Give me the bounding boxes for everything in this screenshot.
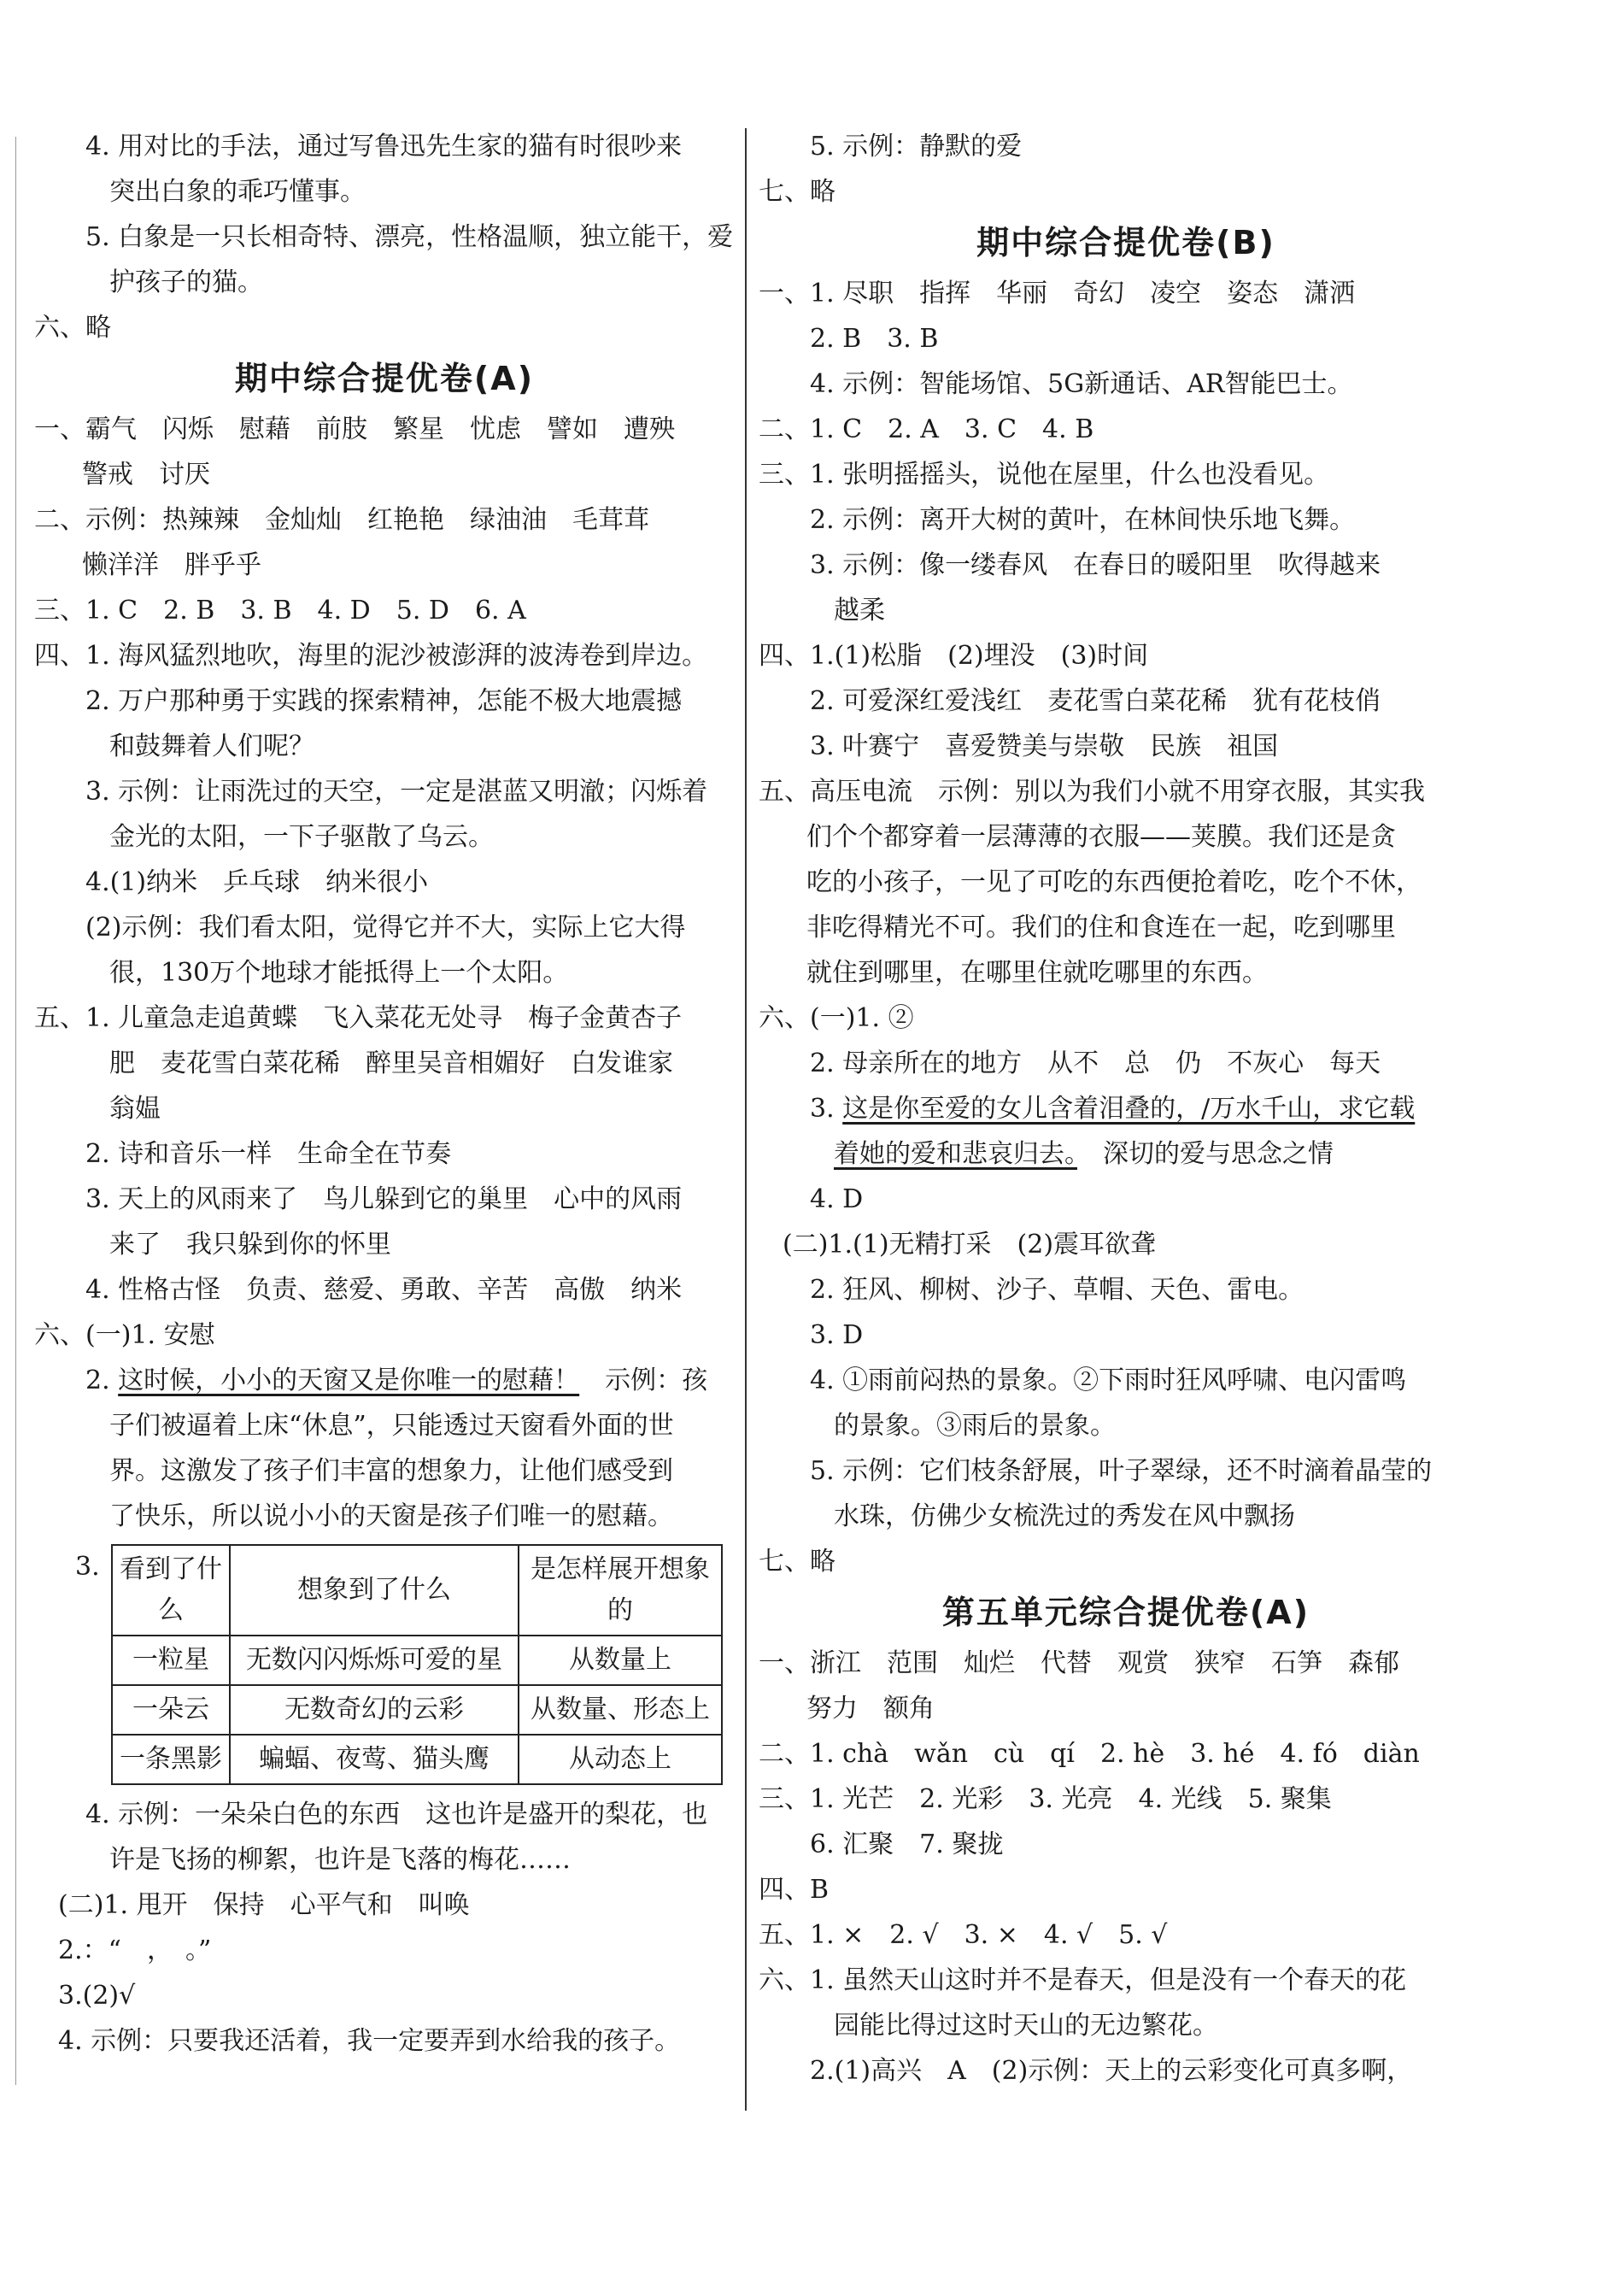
answer-line: (二)1.(1)无精打采 (2)震耳欲聋 — [783, 1230, 1157, 1260]
answer-line: 5. 示例：静默的爱 — [810, 132, 1023, 162]
table-cell: 从动态上 — [519, 1735, 722, 1784]
answer-line: 4. 示例：只要我还活着，我一定要弄到水给我的孩子。 — [58, 2026, 681, 2056]
table-cell: 从数量、形态上 — [519, 1685, 722, 1735]
answer-line: 努力 额角 — [806, 1694, 935, 1724]
answer-line: 护孩子的猫。 — [109, 267, 263, 297]
answer-line: 3. 天上的风雨来了 鸟儿躲到它的巢里 心中的风雨 — [85, 1184, 683, 1214]
answer-line: 一、霸气 闪烁 慰藉 前肢 繁星 忧虑 譬如 遭殃 — [34, 414, 675, 444]
table-header-cell: 看到了什么 — [112, 1545, 230, 1636]
section-title-midterm-b: 期中综合提优卷(B) — [976, 224, 1275, 261]
answer-line: 4. 示例：一朵朵白色的东西 这也许是盛开的梨花，也 — [85, 1800, 708, 1830]
table-header-row — [112, 1545, 722, 1636]
table-cell: 从数量上 — [519, 1636, 722, 1685]
answer-line: 四、1. 海风猛烈地吹，海里的泥沙被澎湃的波涛卷到岸边。 — [34, 641, 708, 671]
answer-line: 2. B 3. B — [810, 324, 939, 354]
answer-line: 界。这激发了孩子们丰富的想象力，让他们感受到 — [109, 1456, 673, 1486]
answer-line: 们个个都穿着一层薄薄的衣服——荚膜。我们还是贪 — [806, 822, 1396, 852]
answer-line: 3.(2)√ — [58, 1981, 136, 2011]
answer-line: 二、1. C 2. A 3. C 4. B — [759, 414, 1094, 444]
answer-line: 5. 示例：它们枝条舒展，叶子翠绿，还不时滴着晶莹的 — [810, 1456, 1433, 1486]
answer-line: 2. 狂风、柳树、沙子、草帽、天色、雷电。 — [810, 1275, 1304, 1305]
answer-line: 4. 性格古怪 负责、慈爱、勇敢、辛苦 高傲 纳米 — [85, 1275, 683, 1305]
column-divider — [745, 128, 747, 2111]
answer-line: 越柔 — [834, 596, 885, 626]
answer-line: 吃的小孩子，一见了可吃的东西便抢着吃，吃个不休， — [806, 867, 1422, 897]
answer-line: 来了 我只躲到你的怀里 — [109, 1230, 391, 1260]
table-cell: 一粒星 — [112, 1636, 230, 1685]
table-row — [112, 1735, 722, 1784]
answer-line: 五、1. 儿童急走追黄蝶 飞入菜花无处寻 梅子金黄杏子 — [34, 1003, 683, 1033]
answer-line: 了快乐，所以说小小的天窗是孩子们唯一的慰藉。 — [109, 1501, 673, 1531]
table-row — [112, 1685, 722, 1735]
underlined-answer: 这是你至爱的女儿含着泪叠的，/万水千山，求它载 — [842, 1094, 1416, 1124]
page-edge-line — [15, 137, 16, 2085]
table-cell: 蝙蝠、夜莺、猫头鹰 — [230, 1735, 519, 1784]
answer-line: 3. 叶赛宁 喜爱赞美与崇敬 民族 祖国 — [810, 731, 1279, 761]
answer-line: 5. 白象是一只长相奇特、漂亮，性格温顺，独立能干，爱 — [85, 222, 734, 252]
table-row — [112, 1636, 722, 1685]
answer-line: 三、1. 光芒 2. 光彩 3. 光亮 4. 光线 5. 聚集 — [759, 1784, 1332, 1814]
answer-line: 水珠，仿佛少女梳洗过的秀发在风中飘扬 — [834, 1501, 1295, 1531]
answer-line: 非吃得精光不可。我们的住和食连在一起，吃到哪里 — [806, 913, 1396, 943]
right-column — [759, 124, 1493, 2094]
answer-line: 警戒 讨厌 — [82, 460, 210, 490]
answer-line: 七、略 — [759, 1547, 835, 1577]
answer-line: 4.(1)纳米 乒乓球 纳米很小 — [85, 867, 429, 897]
answer-line: 4. D — [810, 1184, 864, 1214]
answer-line: 二、1. chà wǎn cù qí 2. hè 3. hé 4. fó diàn — [759, 1739, 1420, 1769]
answer-line: 2.：“ ， 。” — [58, 1935, 212, 1965]
table-cell: 无数闪闪烁烁可爱的星 — [230, 1636, 519, 1685]
section-title-unit5-a: 第五单元综合提优卷(A) — [941, 1594, 1310, 1631]
answer-line: 七、略 — [759, 177, 835, 207]
answer-number: 3. — [810, 1094, 843, 1124]
answer-line — [34, 1358, 735, 1403]
answer-line: 2. 万户那种勇于实践的探索精神，怎能不极大地震撼 — [85, 686, 683, 716]
answer-line: 园能比得过这时天山的无边繁花。 — [834, 2011, 1218, 2041]
table-number: 3. — [75, 1552, 100, 1582]
answer-line: 4. ①雨前闷热的景象。②下雨时狂风呼啸、电闪雷鸣 — [810, 1366, 1407, 1395]
answer-line: 三、1. 张明摇摇头，说他在屋里，什么也没看见。 — [759, 460, 1330, 490]
answer-line: 翁媪 — [109, 1094, 161, 1124]
answer-line: (2)示例：我们看太阳，觉得它并不大，实际上它大得 — [85, 913, 686, 943]
answer-line: 肥 麦花雪白菜花稀 醉里吴音相媚好 白发谁家 — [109, 1048, 673, 1078]
table-cell: 一朵云 — [112, 1685, 230, 1735]
answer-line: 2. 示例：离开大树的黄叶，在林间快乐地飞舞。 — [810, 505, 1356, 535]
answer-line — [759, 1086, 1493, 1131]
answer-line: 的景象。③雨后的景象。 — [834, 1411, 1116, 1441]
section-title-midterm-a: 期中综合提优卷(A) — [234, 360, 535, 397]
answer-line: 四、1.(1)松脂 (2)埋没 (3)时间 — [759, 641, 1149, 671]
answer-line: 2.(1)高兴 A (2)示例：天上的云彩变化可真多啊， — [810, 2056, 1413, 2086]
imagination-table-block — [34, 1544, 735, 1785]
table-cell: 无数奇幻的云彩 — [230, 1685, 519, 1735]
answer-line: 三、1. C 2. B 3. B 4. D 5. D 6. A — [34, 596, 526, 626]
imagination-table — [111, 1544, 723, 1785]
answer-text: 深切的爱与思念之情 — [1077, 1139, 1334, 1169]
answer-line: 六、(一)1. ② — [759, 1003, 914, 1033]
answer-line: 一、浙江 范围 灿烂 代替 观赏 狭窄 石笋 森郁 — [759, 1648, 1399, 1678]
answer-line: 懒洋洋 胖乎乎 — [82, 550, 261, 580]
answer-line: 6. 汇聚 7. 聚拢 — [810, 1830, 1004, 1859]
answer-line: 3. 示例：像一缕春风 在春日的暖阳里 吹得越来 — [810, 550, 1381, 580]
answer-text: 示例：孩 — [579, 1366, 708, 1395]
underlined-answer: 着她的爱和悲哀归去。 — [834, 1139, 1077, 1169]
answer-line: 金光的太阳，一下子驱散了乌云。 — [109, 822, 494, 852]
table-header-cell: 是怎样展开想象的 — [519, 1545, 722, 1636]
answer-line: 五、1. × 2. √ 3. × 4. √ 5. √ — [759, 1920, 1168, 1950]
answer-line: 六、1. 虽然天山这时并不是春天，但是没有一个春天的花 — [759, 1965, 1407, 1995]
answer-line: 就住到哪里，在哪里住就吃哪里的东西。 — [806, 958, 1268, 988]
underlined-answer: 这时候，小小的天窗又是你唯一的慰藉！ — [118, 1366, 580, 1395]
answer-line: 2. 诗和音乐一样 生命全在节奏 — [85, 1139, 452, 1169]
answer-line: 二、示例：热辣辣 金灿灿 红艳艳 绿油油 毛茸茸 — [34, 505, 649, 535]
answer-line: 六、(一)1. 安慰 — [34, 1320, 215, 1350]
answer-number: 2. — [85, 1366, 119, 1395]
answer-line: 和鼓舞着人们呢？ — [109, 731, 314, 761]
answer-line: 4. 示例：智能场馆、5G新通话、AR智能巴士。 — [810, 369, 1353, 399]
left-column — [34, 124, 735, 2064]
answer-line: 3. D — [810, 1320, 864, 1350]
table-header-cell: 想象到了什么 — [230, 1545, 519, 1636]
answer-line: 很，130万个地球才能抵得上一个太阳。 — [109, 958, 569, 988]
answer-line: 4. 用对比的手法，通过写鲁迅先生家的猫有时很吵来 — [85, 132, 683, 162]
table-cell: 一条黑影 — [112, 1735, 230, 1784]
answer-line — [759, 1131, 1493, 1177]
answer-line: 2. 母亲所在的地方 从不 总 仍 不灰心 每天 — [810, 1048, 1381, 1078]
answer-line: 五、高压电流 示例：别以为我们小就不用穿衣服，其实我 — [759, 777, 1425, 807]
answer-line: 一、1. 尽职 指挥 华丽 奇幻 凌空 姿态 潇洒 — [759, 279, 1356, 308]
answer-line: 子们被逼着上床“休息”，只能透过天窗看外面的世 — [109, 1411, 674, 1441]
answer-line: 四、B — [759, 1875, 830, 1905]
answer-line: 六、略 — [34, 313, 111, 343]
answer-line: 突出白象的乖巧懂事。 — [109, 177, 366, 207]
answer-line: 3. 示例：让雨洗过的天空，一定是湛蓝又明澈；闪烁着 — [85, 777, 708, 807]
answer-line: 2. 可爱深红爱浅红 麦花雪白菜花稀 犹有花枝俏 — [810, 686, 1381, 716]
answer-line: (二)1. 甩开 保持 心平气和 叫唤 — [58, 1890, 470, 1920]
answer-line: 许是飞扬的柳絮，也许是飞落的梅花…… — [109, 1845, 571, 1875]
